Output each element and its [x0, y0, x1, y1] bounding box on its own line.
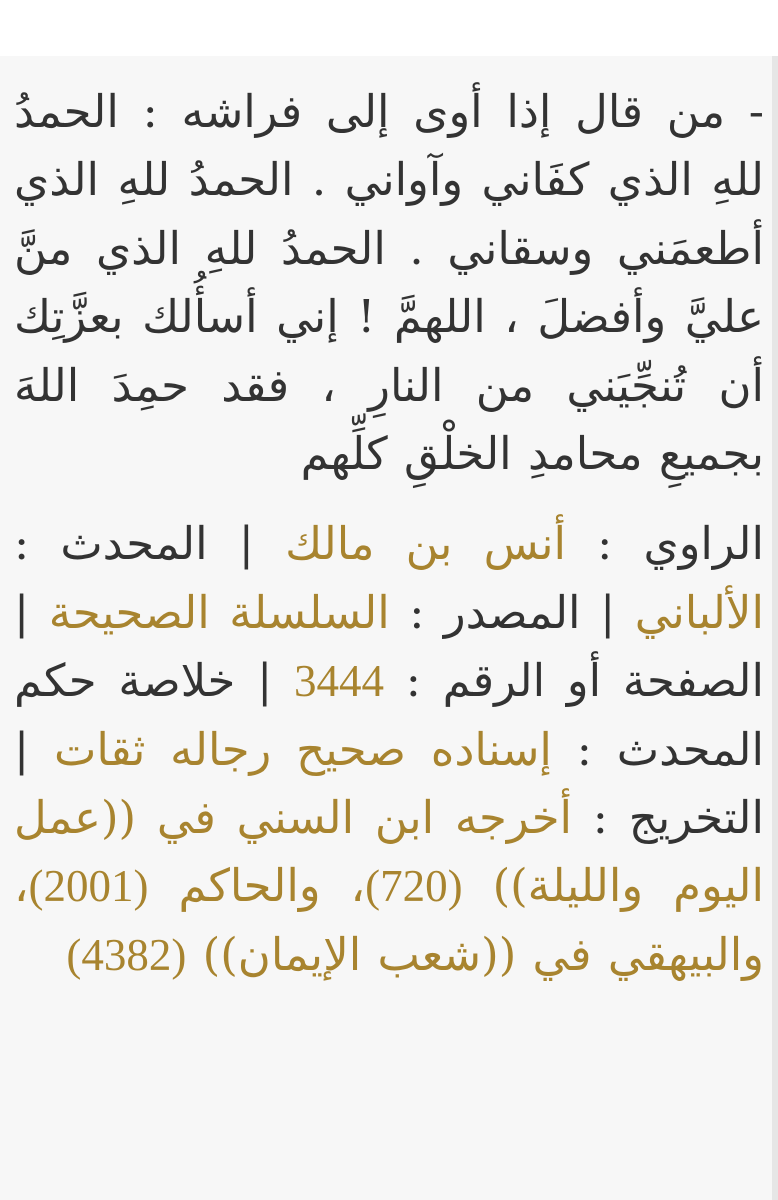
takhrij-number-2: (2001) — [28, 861, 149, 912]
hadith-card — [14, 78, 764, 989]
separator: | — [257, 654, 273, 708]
right-edge — [772, 56, 778, 1200]
ruling-value: إسناده صحيح رجاله ثقات — [54, 722, 552, 776]
narrator-label: الراوي : — [597, 517, 764, 571]
muhaddith-label: المحدث : — [14, 517, 208, 571]
muhaddith-value: الألباني — [634, 585, 764, 639]
page-value: 3444 — [294, 656, 384, 707]
page-label: الصفحة أو الرقم : — [405, 654, 764, 708]
takhrij-number-1: (720) — [365, 861, 463, 912]
separator: | — [14, 585, 30, 639]
separator: | — [238, 517, 254, 571]
narrator-value: أنس بن مالك — [285, 517, 566, 571]
top-edge — [0, 0, 778, 56]
takhrij-text-part1: أخرجه ابن السني في ((عمل اليوم والليلة)) — [14, 791, 764, 913]
takhrij-label: التخريج : — [592, 791, 764, 845]
source-label: المصدر : — [409, 585, 581, 639]
separator: | — [600, 585, 616, 639]
takhrij-text-part2: ، والحاكم — [178, 859, 366, 913]
takhrij-number-3: (4382) — [66, 929, 187, 980]
source-value: السلسلة الصحيحة — [48, 585, 390, 639]
hadith-text: - من قال إذا أوى إلى فراشه : الحمدُ للهِ الذي كفَاني وآواني . الحمدُ للهِ الذي أطعمَني وسقاني . الحمدُ للهِ الذي منَّ عليَّ وأفضلَ ، اللهمَّ ! إني أسأُلك بعزَّتِك أن تُنجِّيَني من النارِ ، فقد حمِدَ اللهَ بجميعِ محامدِ الخلْقِ كلِّهم — [14, 85, 764, 481]
takhrij-text-part3: ، والبيهقي في ((شعب الإيمان)) — [14, 859, 764, 981]
hadith-metadata — [14, 510, 764, 989]
separator: | — [14, 722, 30, 776]
ruling-label: خلاصة حكم المحدث : — [14, 654, 764, 776]
